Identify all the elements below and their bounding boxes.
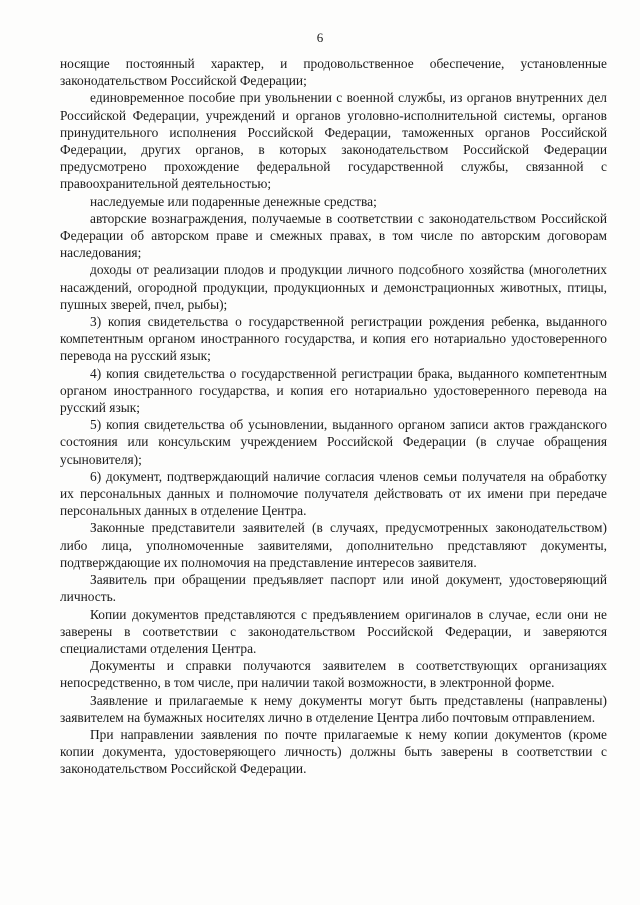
paragraph-continuation: носящие постоянный характер, и продовольственное обеспечение, установленные законодательством Российской Федерации; <box>60 56 607 89</box>
paragraph-household-income: доходы от реализации плодов и продукции личного подсобного хозяйства (многолетних насаждений, огородной продукции, продукционных и демонстрационных животных, птицы, пушных зверей, пчел, рыбы); <box>60 262 607 312</box>
paragraph-documents-obtained: Документы и справки получаются заявителем в соответствующих организациях непосредственно, в том числе, при наличии такой возможности, в электронной форме. <box>60 658 607 691</box>
paragraph-mail: При направлении заявления по почте прилагаемые к нему копии документов (кроме копии документа, удостоверяющего личность) должны быть заверены в соответствии с законодательством Российской Федерации. <box>60 726 607 777</box>
paragraph-author-royalties: авторские вознаграждения, получаемые в соответствии с законодательством Российской Федерации об авторском праве и смежных правах, в том числе по авторским договорам наследования; <box>60 210 607 261</box>
paragraph-lump-sum-allowance: единовременное пособие при увольнении с военной службы, из органов внутренних дел Российской Федерации, учреждений и органов уголовно-исполнительной системы, органов принудительного исполнения Российской Федерации, таможенных органов Российской Федерации, других органов, в которых законодательством Российской Федерации предусмотрено прохождение федеральной государственной службы, связанной с правоохранительной деятельностью; <box>60 90 607 192</box>
paragraph-copies: Копии документов представляются с предъявлением оригиналов в случае, если они не заверены в соответствии с законодательством Российской Федерации, и заверяются специалистами отделения Центра. <box>60 606 607 656</box>
page-number: 6 <box>316 30 324 45</box>
paragraph-submission: Заявление и прилагаемые к нему документы могут быть представлены (направлены) заявителем на бумажных носителях лично в отделение Центра либо почтовым отправлением. <box>60 692 607 725</box>
paragraph-item-3: 3) копия свидетельства о государственной регистрации рождения ребенка, выданного компетентным органом иностранного государства, и копия его нотариально удостоверенного перевода на русский язык; <box>60 314 607 364</box>
paragraph-item-5: 5) копия свидетельства об усыновлении, выданного органом записи актов гражданского состояния или консульским учреждением Российской Федерации (в случае обращения усыновителя); <box>60 417 607 467</box>
body-text <box>60 55 607 778</box>
paragraph-legal-representatives: Законные представители заявителей (в случаях, предусмотренных законодательством) либо лица, уполномоченные заявителями, дополнительно представляют документы, подтверждающие их полномочия на представление интересов заявителя. <box>60 520 607 570</box>
paragraph-passport: Заявитель при обращении предъявляет паспорт или иной документ, удостоверяющий личность. <box>60 572 607 605</box>
paragraph-inherited-funds: наследуемые или подаренные денежные средства; <box>90 193 377 209</box>
paragraph-item-4: 4) копия свидетельства о государственной регистрации брака, выданного компетентным органом иностранного государства, и копия его нотариально удостоверенного перевода на русский язык; <box>60 365 607 416</box>
paragraph-item-6: 6) документ, подтверждающий наличие согласия членов семьи получателя на обработку их персональных данных и полномочие получателя действовать от их имени при передаче персональных данных в отделение Центра. <box>60 468 607 519</box>
